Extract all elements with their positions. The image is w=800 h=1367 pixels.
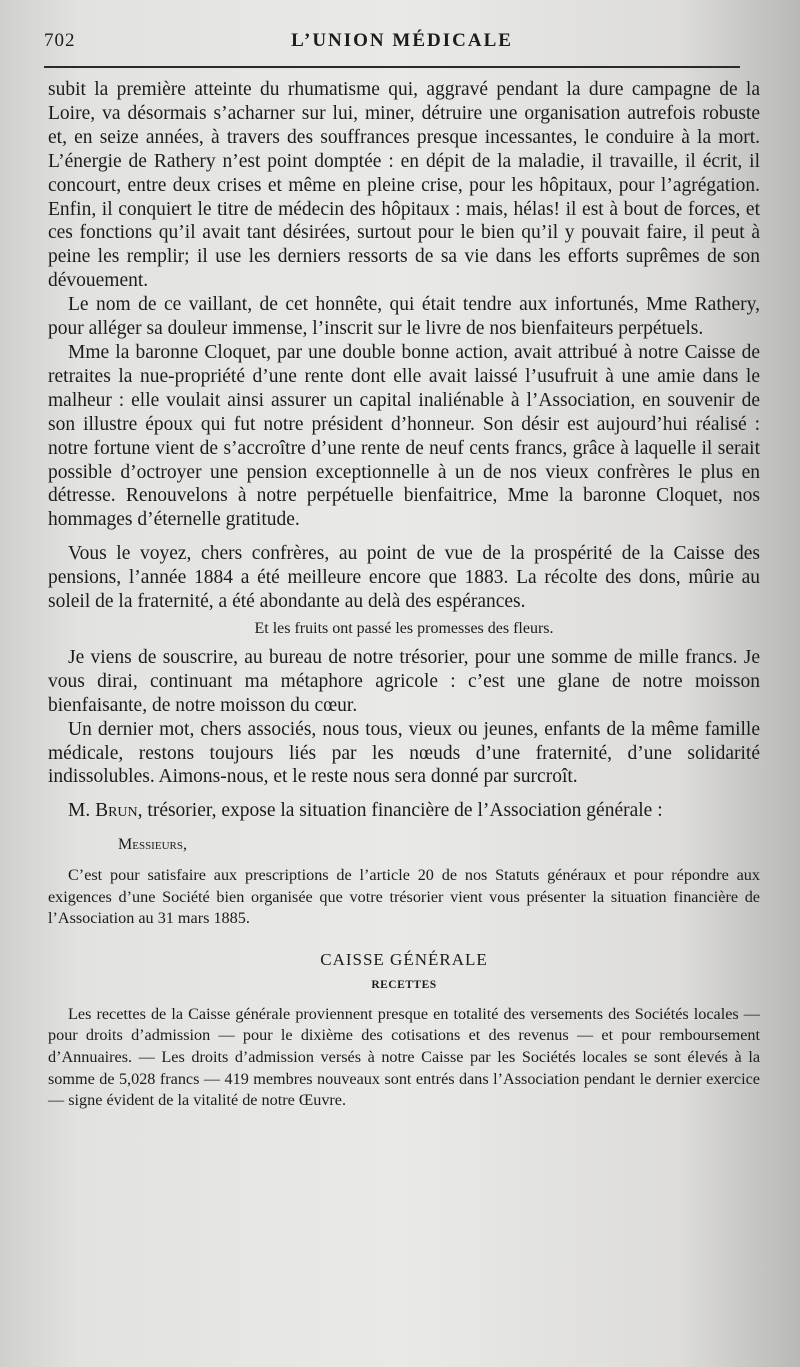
paragraph-prosperity: Vous le voyez, chers confrères, au point de vue de la prospérité de la Caisse des pensions, l’année 1884 a été meilleure encore que 1883. La récolte des dons, mûrie au soleil de la fraternité, a été abondante au delà des espérances. bbox=[48, 543, 760, 613]
paragraph-fraternity: Un dernier mot, chers associés, nous tous, vieux ou jeunes, enfants de la même famille médicale, restons toujours liés par les nœuds d’une fraternité, d’une solidarité indissolubles. Aimons-nous, et le reste nous sera donné par surcroît. bbox=[48, 718, 760, 788]
running-header bbox=[44, 30, 760, 64]
salutation: Messieurs, bbox=[118, 836, 187, 854]
paragraph-cloquet: Mme la baronne Cloquet, par une double bonne action, avait attribué à notre Caisse de retraites la nue-propriété d’une rente dont elle avait laissé l’usufruit à une amie dans le malheur : elle voulait ainsi assurer un capital inaliénable à l’Association, en souvenir de son illustre époux qui fut notre président d’honneur. Son désir est aujourd’hui réalisé : notre fortune vient de s’accroître d’une rente de neuf cents francs, grâce à laquelle il serait possible d’octroyer une pension exceptionnelle à un de nos vieux confrères le plus en détresse. Renouvelons à notre perpétuelle bienfaitrice, Mme la baronne Cloquet, nos hommages d’éternelle gratitude. bbox=[48, 341, 760, 531]
page-number: 702 bbox=[44, 30, 76, 51]
paragraph-rathery-benefactor: Le nom de ce vaillant, de cet honnête, qui était tendre aux infortunés, Mme Rathery, pour alléger sa douleur immense, l’inscrit sur le livre de nos bienfaiteurs perpétuels. bbox=[48, 294, 760, 340]
paragraph-treasurer-intro bbox=[48, 799, 760, 823]
section-title: CAISSE GÉNÉRALE bbox=[320, 949, 488, 969]
paragraph-rathery-illness: subit la première atteinte du rhumatisme qui, aggravé pendant la dure campagne de la Loire, va désormais s’acharner sur lui, miner, détruire une organisation autrefois robuste et, en seize années, à travers des souffrances presque incessantes, le conduire à la mort. L’énergie de Rathery n’est point domptée : en dépit de la maladie, il travaille, il écrit, il concourt, entre deux crises et même en pleine crise, pour les hôpitaux, pour l’agrégation. Enfin, il conquiert le titre de médecin des hôpitaux : mais, hélas! il est à bout de forces, et ces fonctions qu’il avait tant désirées, surtout pour le bien qu’il y pouvait faire, il peut à peine les remplir; il use les derniers ressorts de sa vie dans les efforts suprêmes de son dévouement. bbox=[48, 79, 760, 292]
paragraph-donation: Je viens de souscrire, au bureau de notre trésorier, pour une somme de mille francs. Je vous dirai, continuant ma métaphore agricole : c’est une glane de notre moisson bienfaisante, de notre moisson du cœur. bbox=[48, 646, 760, 716]
paragraph-receipts: Les recettes de la Caisse générale proviennent presque en totalité des versements des Sociétés locales — pour droits d’admission — pour le dixième des cotisations et des revenus — et pour remboursement d’Annuaires. — Les droits d’admission versés à notre Caisse par les Sociétés locales se sont élevés à la somme de 5,028 francs — 419 membres nouveaux sont entrés dans l’Association pendant le dernier exercice — signe évident de la vitalité de notre Œuvre. bbox=[48, 1004, 760, 1110]
page-body bbox=[48, 78, 760, 1112]
header-rule bbox=[44, 66, 740, 68]
speaker-text: , trésorier, expose la situation financière de l’Association générale : bbox=[137, 800, 663, 822]
quote-line: Et les fruits ont passé les promesses des fleurs. bbox=[254, 619, 554, 637]
section-subtitle: RECETTES bbox=[371, 978, 437, 991]
paragraph-report-intro: C’est pour satisfaire aux prescriptions de l’article 20 de nos Statuts généraux et pour répondre aux exigences d’une Société bien organisée que votre trésorier vient vous présenter la situation financière de l’Association au 31 mars 1885. bbox=[48, 866, 760, 928]
running-title: L’UNION MÉDICALE bbox=[291, 30, 513, 51]
speaker-name: M. Brun bbox=[68, 800, 138, 822]
